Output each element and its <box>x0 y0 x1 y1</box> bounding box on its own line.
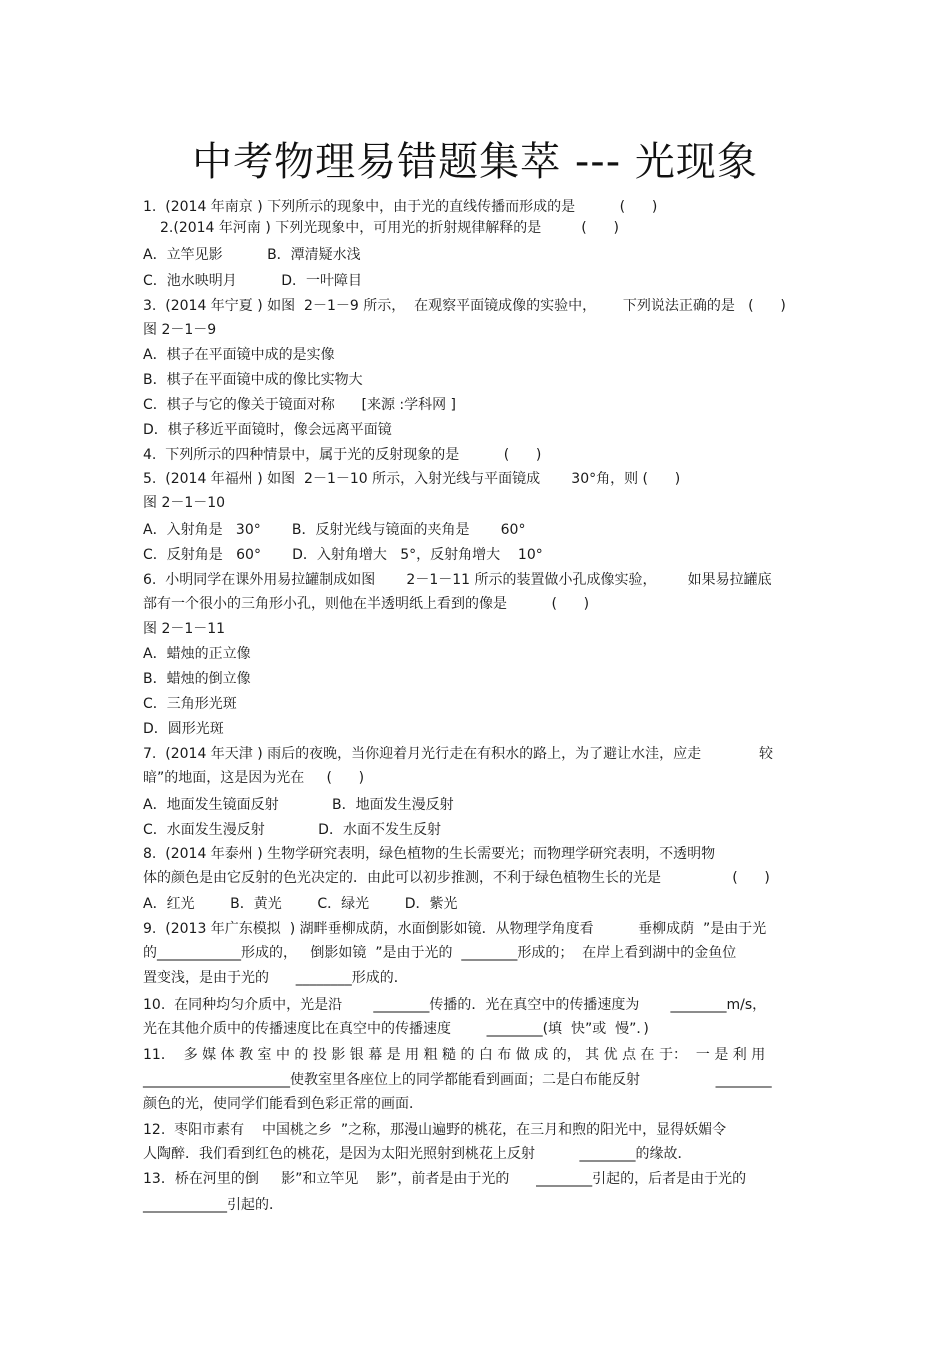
q6-option-d: D．圆形光斑 <box>143 721 224 737</box>
q6-option-a: A．蜡烛的正立像 <box>143 646 251 662</box>
q12-text-line1: 12. 枣阳市素有 中国桃之乡 ”之称，那漫山遍野的桃花，在三月和煦的阳光中，显得妖媚令 <box>143 1122 727 1138</box>
q5-text: 5. (2014 年福州 ) 如图 2－1－10 所示，入射光线与平面镜成 30°角，则 ( ) <box>143 471 681 487</box>
page-title: 中考物理易错题集萃 --- 光现象 <box>192 139 758 185</box>
q7-options-ab: A．地面发生镜面反射 B．地面发生漫反射 <box>143 797 454 813</box>
q3-option-c: C．棋子与它的像关于镜面对称 [来源 :学科网 ] <box>143 397 457 413</box>
q6-text-line1: 6. 小明同学在课外用易拉罐制成如图 2－1－11 所示的装置做小孔成像实验， 如果易拉罐底 <box>143 572 772 588</box>
q3-text: 3. (2014 年宁夏 ) 如图 2－1－9 所示， 在观察平面镜成像的实验中， 下列说法正确的是 ( ) <box>143 298 786 314</box>
q10-text-line1: 10. 在同种均匀介质中，光是沿 ________传播的．光在真空中的传播速度为 ________m/s， <box>143 997 767 1013</box>
q11-text-line1: 11． 多 媒 体 教 室 中 的 投 影 银 幕 是 用 粗 糙 的 白 布 做 成 的， 其 优 点 在 于： 一 是 利 用 <box>143 1047 766 1063</box>
q10-text-line2: 光在其他介质中的传播速度比在真空中的传播速度 ________(填 快”或 慢”．) <box>143 1021 649 1037</box>
q3-option-a: A．棋子在平面镜中成的是实像 <box>143 347 335 363</box>
q7-options-cd: C．水面发生漫反射 D．水面不发生反射 <box>143 822 441 838</box>
q8-text-line1: 8. (2014 年泰州 ) 生物学研究表明，绿色植物的生长需要光；而物理学研究表明，不透明物 <box>143 846 716 862</box>
q11-text-line2: _____________________使教室里各座位上的同学都能看到画面；二是白布能反射 ________ <box>143 1072 772 1088</box>
q13-text-line1: 13．桥在河里的倒 影”和立竿见 影”，前者是由于光的 ________引起的，后者是由于光的 <box>143 1171 747 1187</box>
q8-options: A．红光 B．黄光 C．绿光 D．紫光 <box>143 896 458 912</box>
q6-figure-label: 图 2－1－11 <box>143 621 226 637</box>
q4-text: 4. 下列所示的四种情景中，属于光的反射现象的是 ( ) <box>143 447 542 463</box>
q9-text-line2: 的____________形成的， 倒影如镜 ”是由于光的 ________形成的； 在岸上看到湖中的金鱼位 <box>143 945 737 961</box>
q2-text: 2.(2014 年河南 ) 下列光现象中，可用光的折射规律解释的是 ( ) <box>160 220 619 236</box>
q2-options-cd: C．池水映明月 D．一叶障目 <box>143 273 363 289</box>
q7-text-line1: 7. (2014 年天津 ) 雨后的夜晚，当你迎着月光行走在有积水的路上，为了避让水洼，应走 较 <box>143 746 774 762</box>
q5-figure-label: 图 2－1－10 <box>143 495 226 511</box>
q6-option-c: C．三角形光斑 <box>143 696 237 712</box>
q3-option-b: B．棋子在平面镜中成的像比实物大 <box>143 372 363 388</box>
q7-text-line2: 暗”的地面，这是因为光在 ( ) <box>143 770 365 786</box>
q9-text-line1: 9. (2013 年广东模拟 ) 湖畔垂柳成荫，水面倒影如镜．从物理学角度看 垂柳成荫 ”是由于光 <box>143 921 767 937</box>
q11-text-line3: 颜色的光，使同学们能看到色彩正常的画面． <box>143 1096 423 1112</box>
q6-option-b: B．蜡烛的倒立像 <box>143 671 251 687</box>
q1-text: 1. (2014 年南京 ) 下列所示的现象中，由于光的直线传播而形成的是 ( ) <box>143 199 658 215</box>
q3-figure-label: 图 2－1－9 <box>143 322 217 338</box>
q2-options-ab: A．立竿见影 B．潭清疑水浅 <box>143 247 361 263</box>
q13-text-line2: ____________引起的． <box>143 1197 283 1213</box>
q8-text-line2: 体的颜色是由它反射的色光决定的．由此可以初步推测，不利于绿色植物生长的光是 ( ) <box>143 870 770 886</box>
q5-options-cd: C．反射角是 60° D．入射角增大 5°，反射角增大 10° <box>143 547 543 563</box>
q3-option-d: D．棋子移近平面镜时，像会远离平面镜 <box>143 422 392 438</box>
q6-text-line2: 部有一个很小的三角形小孔，则他在半透明纸上看到的像是 ( ) <box>143 596 590 612</box>
q12-text-line2: 人陶醉．我们看到红色的桃花，是因为太阳光照射到桃花上反射 ________的缘故． <box>143 1146 692 1162</box>
q9-text-line3: 置变浅，是由于光的 ________形成的． <box>143 970 408 986</box>
q5-options-ab: A．入射角是 30° B．反射光线与镜面的夹角是 60° <box>143 522 526 538</box>
